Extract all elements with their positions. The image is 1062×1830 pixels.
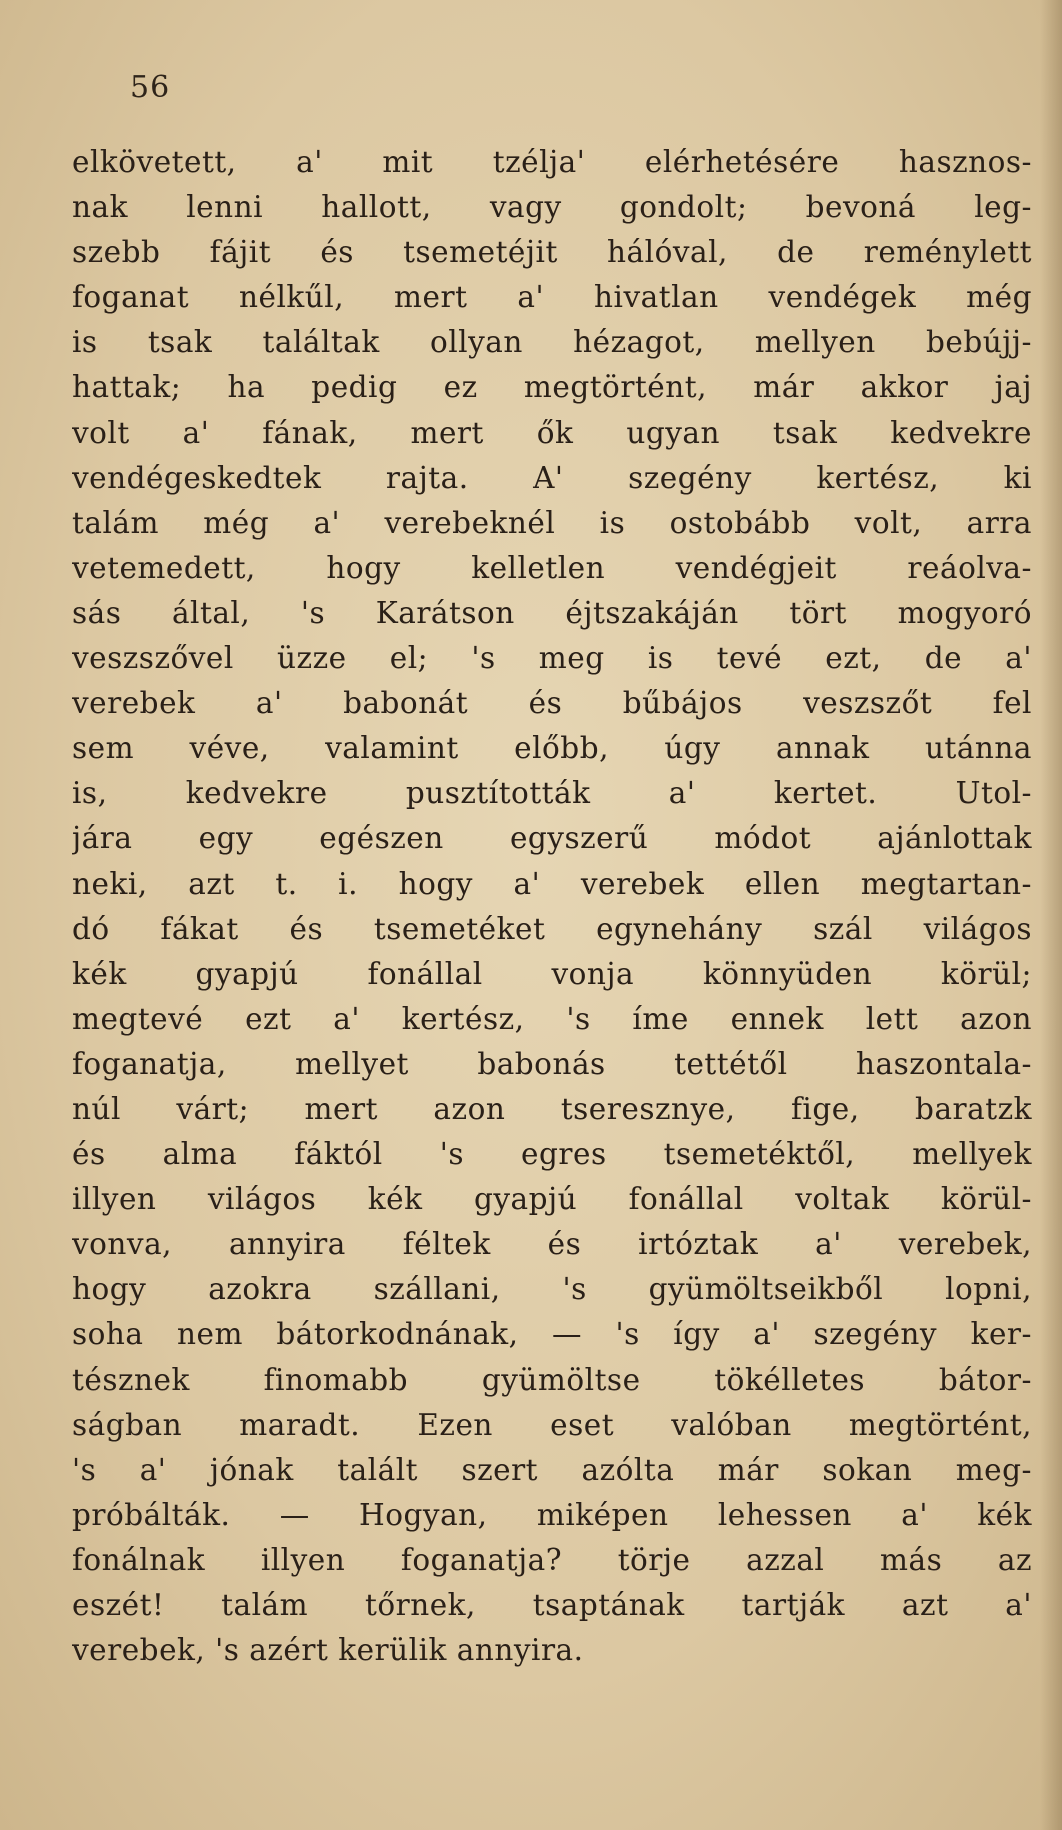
- text-line: talám még a' verebeknél is ostobább volt, arra: [72, 505, 1032, 540]
- text-line: elkövetett, a' mit tzélja' elérhetésére hasznos-: [72, 145, 1032, 179]
- text-line: soha nem bátorkodnának, — 's így a' szegény ker-: [72, 1317, 1032, 1352]
- page-edge-shadow: [1040, 0, 1062, 1830]
- text-line: foganatja, mellyet babonás tettétől haszontala-: [72, 1046, 1032, 1081]
- text-line: foganat nélkűl, mert a' hivatlan vendégek még: [72, 280, 1032, 315]
- text-line: veszszővel üzze el; 's meg is tevé ezt, de a': [72, 641, 1032, 676]
- text-line: is tsak találtak ollyan hézagot, mellyen bebújj-: [72, 325, 1032, 360]
- text-line: szebb fájit és tsemetéjit hálóval, de reménylett: [72, 235, 1032, 270]
- text-line: ságban maradt. Ezen eset valóban megtörtént,: [72, 1407, 1032, 1442]
- text-line: megtevé ezt a' kertész, 's íme ennek lett azon: [72, 1001, 1032, 1036]
- text-line: és alma fáktól 's egres tsemetéktől, mellyek: [72, 1137, 1032, 1172]
- text-line: tésznek finomabb gyümöltse tökélletes bátor-: [72, 1362, 1032, 1397]
- text-line: vetemedett, hogy kelletlen vendégjeit reáolva-: [72, 550, 1032, 585]
- text-line: verebek a' babonát és bűbájos veszszőt fel: [72, 686, 1032, 721]
- text-line: verebek, 's azért kerülik annyira.: [72, 1633, 584, 1668]
- text-line: sem véve, valamint előbb, úgy annak utánna: [72, 731, 1032, 766]
- body-text: [72, 140, 1032, 1673]
- text-line: neki, azt t. i. hogy a' verebek ellen megtartan-: [72, 866, 1032, 901]
- text-line: hattak; ha pedig ez megtörtént, már akkor jaj: [72, 370, 1032, 405]
- text-line: próbálták. — Hogyan, miképen lehessen a' kék: [72, 1497, 1032, 1532]
- text-line: vonva, annyira féltek és irtóztak a' verebek,: [72, 1227, 1032, 1262]
- text-line: nak lenni hallott, vagy gondolt; bevoná leg-: [72, 190, 1032, 225]
- text-line: eszét! talám tőrnek, tsaptának tartják azt a': [72, 1588, 1032, 1622]
- page-number: 56: [130, 70, 171, 105]
- text-line: is, kedvekre pusztították a' kertet. Utol-: [72, 776, 1032, 811]
- text-line: fonálnak illyen foganatja? törje azzal más az: [72, 1542, 1032, 1577]
- text-line: hogy azokra szállani, 's gyümöltseikből lopni,: [72, 1272, 1032, 1307]
- text-line: sás által, 's Karátson éjtszakáján tört mogyoró: [72, 595, 1032, 630]
- text-line: 's a' jónak talált szert azólta már sokan meg-: [72, 1452, 1032, 1487]
- text-line: volt a' fának, mert ők ugyan tsak kedvekre: [72, 415, 1032, 450]
- text-line: kék gyapjú fonállal vonja könnyüden körül;: [72, 956, 1032, 991]
- text-line: illyen világos kék gyapjú fonállal voltak körül-: [72, 1182, 1032, 1217]
- text-line: vendégeskedtek rajta. A' szegény kertész, ki: [72, 460, 1032, 495]
- text-line: dó fákat és tsemetéket egynehány szál világos: [72, 911, 1032, 946]
- text-line: jára egy egészen egyszerű módot ajánlottak: [72, 821, 1032, 856]
- text-line: núl várt; mert azon tseresznye, fige, baratzk: [72, 1091, 1032, 1126]
